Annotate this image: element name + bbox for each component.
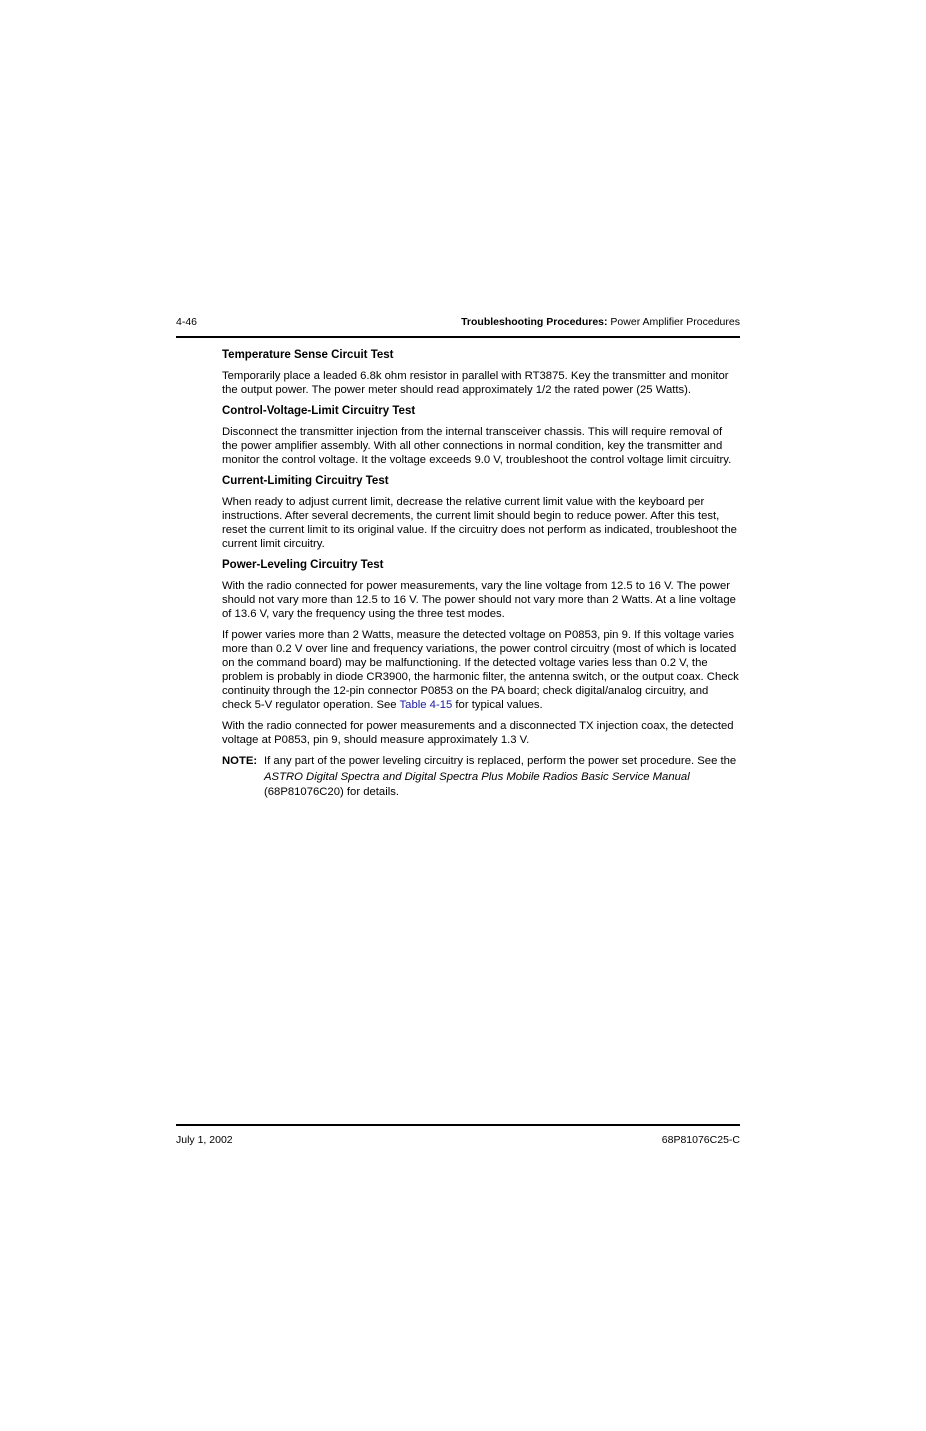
paragraph-temperature-sense: Temporarily place a leaded 6.8k ohm resistor in parallel with RT3875. Key the transmitter and monitor the output power. The power meter should read approximately 1/2 the rated power (25 Watts). (222, 370, 729, 396)
footer-date: July 1, 2002 (176, 1134, 233, 1146)
page-header (176, 316, 740, 338)
heading-temperature-sense: Temperature Sense Circuit Test (222, 349, 394, 361)
paragraph-current-limiting: When ready to adjust current limit, decrease the relative current limit value with the keyboard per instructions. After several decrements, the current limit should begin to reduce power. After this test, reset the current limit to its original value. If the circuitry does not perform as indicated, troubleshoot the current limit circuitry. (222, 496, 737, 550)
paragraph-power-leveling-1: With the radio connected for power measurements, vary the line voltage from 12.5 to 16 V. The power should not vary more than 12.5 to 16 V. The power should not vary more than 2 Watts. At a line voltage of 13.6 V, vary the frequency using the three test modes. (222, 580, 736, 620)
note-block (222, 754, 740, 801)
note-text (264, 754, 740, 801)
page-footer (176, 1124, 740, 1146)
paragraph-power-leveling-2 (222, 628, 740, 712)
heading-current-limiting: Current-Limiting Circuitry Test (222, 475, 389, 487)
heading-power-leveling: Power-Leveling Circuitry Test (222, 559, 384, 571)
footer-doc-number: 68P81076C25-C (661, 1134, 740, 1146)
note-label: NOTE: (222, 755, 258, 767)
section-title (461, 316, 740, 328)
section-title-bold: Troubleshooting Procedures: (461, 316, 608, 328)
page-number: 4-46 (176, 316, 198, 328)
note-text-end: (68P81076C20) for details. (264, 786, 400, 798)
manual-title: ASTRO Digital Spectra and Digital Spectra Plus Mobile Radios Basic Service Manual (264, 770, 690, 783)
paragraph-power-leveling-2-text: If power varies more than 2 Watts, measure the detected voltage on P0853, pin 9. If this voltage varies more than 0.2 V over line and frequency variations, the power control circuitry (most of which is located on the command board) may be malfunctioning. If the detected voltage varies less than 0.2 V, the problem is probably in diode CR3900, the harmonic filter, the antenna switch, or the output coax. Check continuity through the 12-pin connector P0853 on the PA board; check digital/analog circuitry, and check 5-V regulator operation. See (222, 629, 739, 711)
paragraph-control-voltage-limit: Disconnect the transmitter injection from the internal transceiver chassis. This will require removal of the power amplifier assembly. With all other connections in normal condition, key the transmitter and monitor the control voltage. It the voltage exceeds 9.0 V, troubleshoot the control voltage limit circuitry. (222, 426, 732, 466)
table-4-15-link[interactable]: Table 4-15 (399, 699, 453, 711)
page-body (222, 348, 740, 801)
heading-control-voltage-limit: Control-Voltage-Limit Circuitry Test (222, 405, 416, 417)
paragraph-power-leveling-2-tail: for typical values. (452, 699, 543, 711)
paragraph-power-leveling-3: With the radio connected for power measurements and a disconnected TX injection coax, the detected voltage at P0853, pin 9, should measure approximately 1.3 V. (222, 720, 734, 746)
section-title-rest: Power Amplifier Procedures (607, 316, 740, 328)
note-text-start: If any part of the power leveling circuitry is replaced, perform the power set procedure. See the (264, 755, 737, 767)
